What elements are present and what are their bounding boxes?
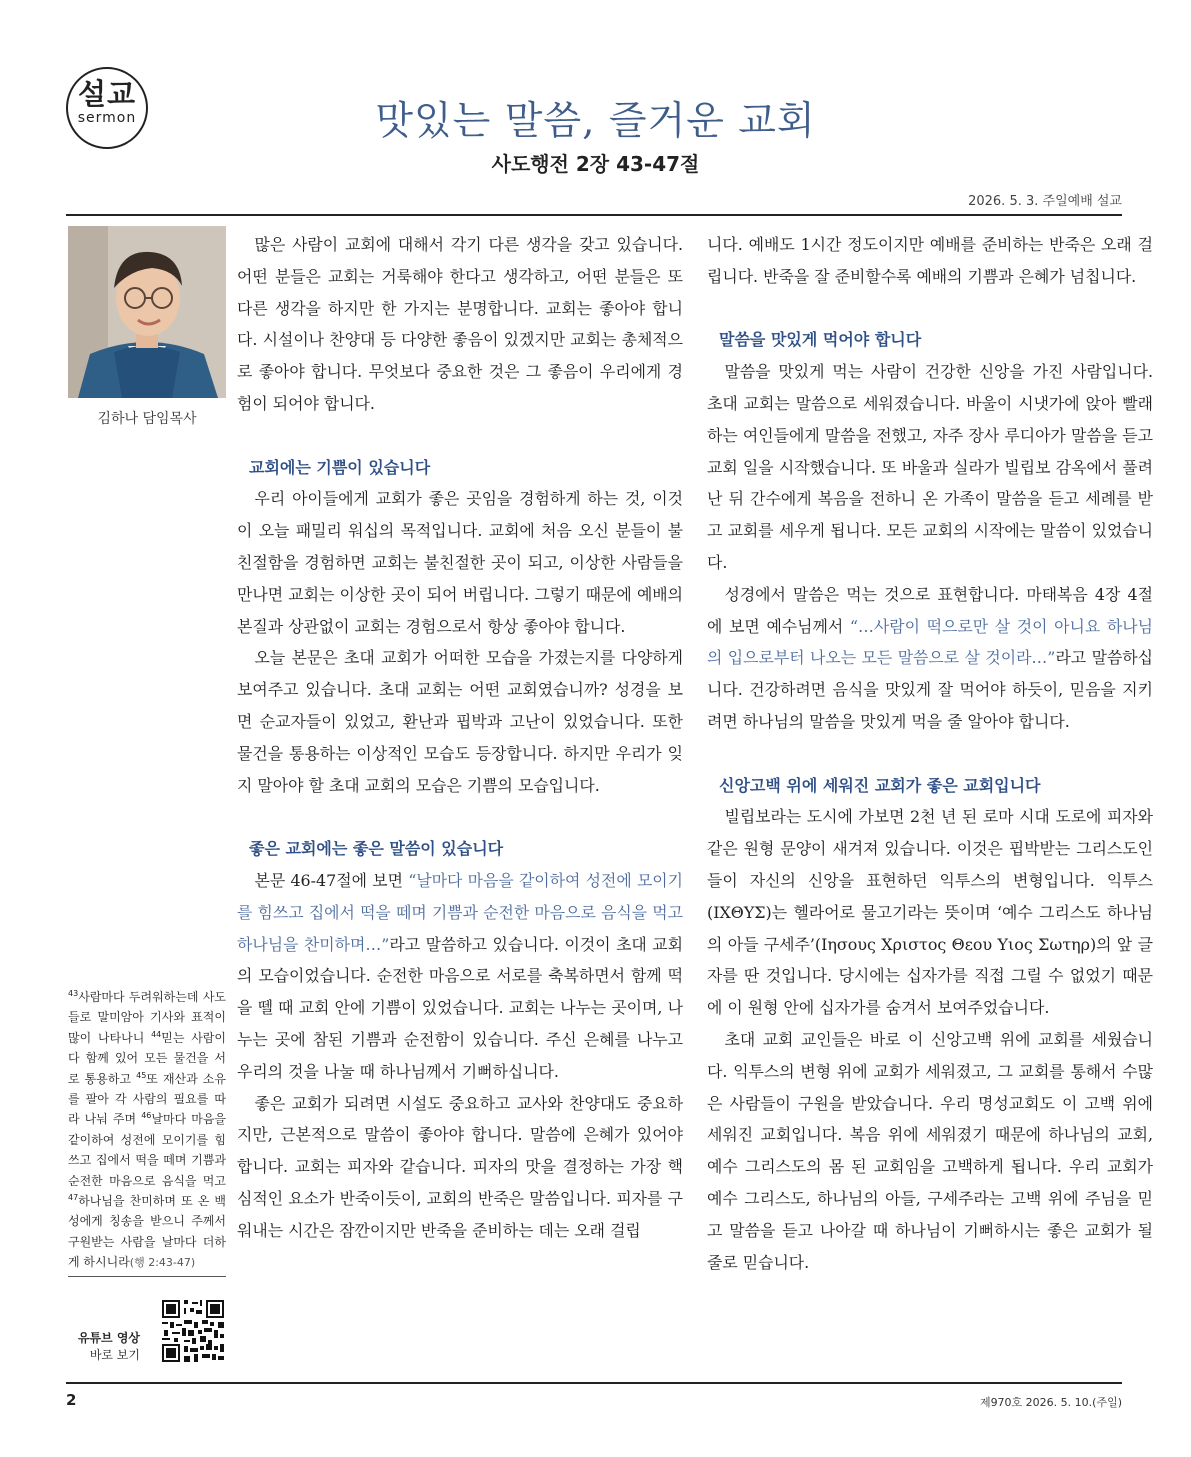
paragraph-text: 라고 말씀하십니다. 건강하려면 음식을 맛있게 잘 먹어야 하듯이, 믿음을 지키려면 하나님의 말씀을 맛있게 먹을 줄 알아야 합니다. <box>707 648 1153 731</box>
verse-text: 하나님을 찬미하며 또 온 백성에게 칭송을 받으니 주께서 구원받는 사람을 날마다 더하게 하시니라 <box>68 1194 226 1270</box>
badge-english: sermon <box>77 110 137 126</box>
section-heading: 신앙고백 위에 세워진 교회가 좋은 교회입니다 <box>719 775 1041 795</box>
page-number: 2 <box>66 1391 77 1409</box>
paragraph-text: 성경에서 말씀은 먹는 것으로 표현합니다. 마태복음 4장 4절에 보면 예수님께서 <box>707 584 1153 636</box>
verse-number: 46 <box>141 1111 152 1121</box>
paragraph-text: 라고 말씀하고 있습니다. 이것이 초대 교회의 모습이었습니다. 순전한 마음으로 서로를 축복하면서 함께 떡을 뗄 때 교회 안에 기쁨이 있었습니다. 교회는 나누는 곳이며, 나누는 곳에 참된 기쁨과 순전함이 있습니다. 주신 은혜를 나누고 우리의 것을 나눌 때 하나님께서 기뻐하십니다. <box>237 934 684 1081</box>
scripture-text <box>68 987 226 1274</box>
paragraph <box>237 865 683 1088</box>
bottom-divider <box>66 1382 1122 1384</box>
paragraph: 오늘 본문은 초대 교회가 어떠한 모습을 가졌는지를 다양하게 보여주고 있습니다. 초대 교회는 어떤 교회였습니까? 성경을 보면 순교자들이 있었고, 환난과 핍박과 고난이 있었습니다. 또한 물건을 통용하는 이상적인 모습도 등장합니다. 하지만 우리가 잊지 말아야 할 초대 교회의 모습은 기쁨의 모습입니다. <box>237 648 683 795</box>
paragraph: 좋은 교회가 되려면 시설도 중요하고 교사와 찬양대도 중요하지만, 근본적으로 말씀이 좋아야 합니다. 말씀에 은혜가 있어야 합니다. 교회는 피자와 같습니다. 피자의 맛을 결정하는 가장 핵심적인 요소가 반죽이듯이, 교회의 반죽은 말씀입니다. 피자를 구워내는 시간은 잠깐이지만 반죽을 준비하는 데는 오래 걸립 <box>237 1093 683 1240</box>
paragraph <box>707 579 1153 738</box>
paragraph: 빌립보라는 도시에 가보면 2천 년 된 로마 시대 도로에 피자와 같은 원형 문양이 새겨져 있습니다. 이것은 핍박받는 그리스도인들이 자신의 신앙을 표현하던 익투스의 변형입니다. 익투스(ΙΧΘΥΣ)는 헬라어로 물고기라는 뜻이며 ‘예수 그리스도 하나님의 아들 구세주’(Ιησους Χριστος Θεου Υιος Σωτηρ)의 앞 글자를 딴 것입니다. 당시에는 십자가를 직접 그릴 수 없었기 때문에 이 원형 안에 십자가를 숨겨서 보여주었습니다. <box>707 807 1153 1018</box>
sermon-date: 2026. 5. 3. 주일예배 설교 <box>968 194 1122 209</box>
scripture-quote: “날마다 마음을 같이하여 성전에 모이기를 힘쓰고 집에서 떡을 떼며 기쁨과 순전한 마음으로 음식을 먹고 하나님을 찬미하며…” <box>237 870 683 954</box>
pastor-caption: 김하나 담임목사 <box>97 411 197 427</box>
paragraph-text: 본문 46-47절에 보면 <box>254 870 409 890</box>
verse-text: 날마다 마음을 같이하여 성전에 모이기를 힘쓰고 집에서 떡을 떼며 기쁨과 순전한 마음으로 음식을 먹고 <box>68 1112 226 1188</box>
qr-code-icon[interactable] <box>160 1298 226 1364</box>
verse-text: 믿는 사람이 다 함께 있어 모든 물건을 서로 통용하고 <box>68 1030 226 1086</box>
paragraph: 니다. 예배도 1시간 정도이지만 예배를 준비하는 반죽은 오래 걸립니다. 반죽을 잘 준비할수록 예배의 기쁨과 은혜가 넘칩니다. <box>707 235 1153 286</box>
issue-info: 제970호 2026. 5. 10.(주일) <box>979 1396 1122 1409</box>
verse-divider <box>68 1276 226 1277</box>
paragraph: 우리 아이들에게 교회가 좋은 곳임을 경험하게 하는 것, 이것이 오늘 패밀리 워십의 목적입니다. 교회에 처음 오신 분들이 불친절함을 경험하면 교회는 불친절한 곳이 되고, 이상한 사람들을 만나면 교회는 이상한 곳이 되어 버립니다. 그렇기 때문에 예배의 본질과 상관없이 교회는 경험으로서 항상 좋아야 합니다. <box>237 489 683 636</box>
section-heading: 말씀을 맛있게 먹어야 합니다 <box>719 330 922 350</box>
top-divider <box>66 214 1122 216</box>
scripture-quote: “…사람이 떡으로만 살 것이 아니요 하나님의 입으로부터 나오는 모든 말씀으로 살 것이라…” <box>707 616 1153 668</box>
youtube-label: 유튜브 영상 <box>77 1331 140 1345</box>
youtube-sublabel: 바로 보기 <box>89 1348 140 1362</box>
section-heading: 좋은 교회에는 좋은 말씀이 있습니다 <box>249 839 504 859</box>
body-column-2 <box>707 229 1153 1278</box>
verse-number: 44 <box>151 1029 162 1039</box>
verse-number: 47 <box>68 1193 79 1203</box>
paragraph: 말씀을 맛있게 먹는 사람이 건강한 신앙을 가진 사람입니다. 초대 교회는 말씀으로 세워졌습니다. 바울이 시냇가에 앉아 빨래하는 여인들에게 말씀을 전했고, 자주 장사 루디아가 말씀을 듣고 교회 일을 시작했습니다. 또 바울과 실라가 빌립보 감옥에서 풀려난 뒤 간수에게 복음을 전하니 온 가족이 말씀을 듣고 세례를 받고 교회를 세우게 됩니다. 모든 교회의 시작에는 말씀이 있었습니다. <box>707 362 1153 572</box>
verse-reference: (행 2:43-47) <box>129 1256 196 1270</box>
pastor-photo <box>68 226 226 398</box>
section-heading: 교회에는 기쁨이 있습니다 <box>249 457 431 477</box>
verse-number: 45 <box>136 1070 147 1080</box>
badge-korean: 설교 <box>77 77 137 111</box>
youtube-link[interactable] <box>68 1330 140 1364</box>
verse-text: 사람마다 두려워하는데 사도들로 말미암아 기사와 표적이 많이 나타나니 <box>68 990 226 1045</box>
paragraph: 많은 사람이 교회에 대해서 각기 다른 생각을 갖고 있습니다. 어떤 분들은 교회는 거룩해야 한다고 생각하고, 어떤 분들은 또 다른 생각을 하지만 한 가지는 분명합니다. 교회는 좋아야 합니다. 시설이나 찬양대 등 다양한 좋음이 있겠지만 교회는 총체적으로 좋아야 합니다. 무엇보다 중요한 것은 그 좋음이 우리에게 경험이 되어야 합니다. <box>237 235 683 413</box>
body-column-1 <box>237 229 683 1247</box>
page-title: 맛있는 말씀, 즐거운 교회 <box>375 99 816 144</box>
verse-text: 또 재산과 소유를 팔아 각 사람의 필요를 따라 나눠 주며 <box>68 1071 226 1127</box>
pastor-portrait-icon <box>68 226 226 398</box>
paragraph: 초대 교회 교인들은 바로 이 신앙고백 위에 교회를 세웠습니다. 익투스의 변형 위에 교회가 세워졌고, 그 교회를 통해서 수많은 사람들이 구원을 받았습니다. 우리 명성교회도 이 고백 위에 세워진 교회입니다. 복음 위에 세워졌기 때문에 하나님의 교회, 예수 그리스도의 몸 된 교회임을 고백하게 됩니다. 우리 교회가 예수 그리스도, 하나님의 아들, 구세주라는 고백 위에 주님을 믿고 말씀을 듣고 나아갈 때 하나님이 기뻐하시는 좋은 교회가 될 줄로 믿습니다. <box>707 1029 1153 1272</box>
scripture-reference: 사도행전 2장 43-47절 <box>491 152 700 176</box>
verse-number: 43 <box>68 989 79 998</box>
